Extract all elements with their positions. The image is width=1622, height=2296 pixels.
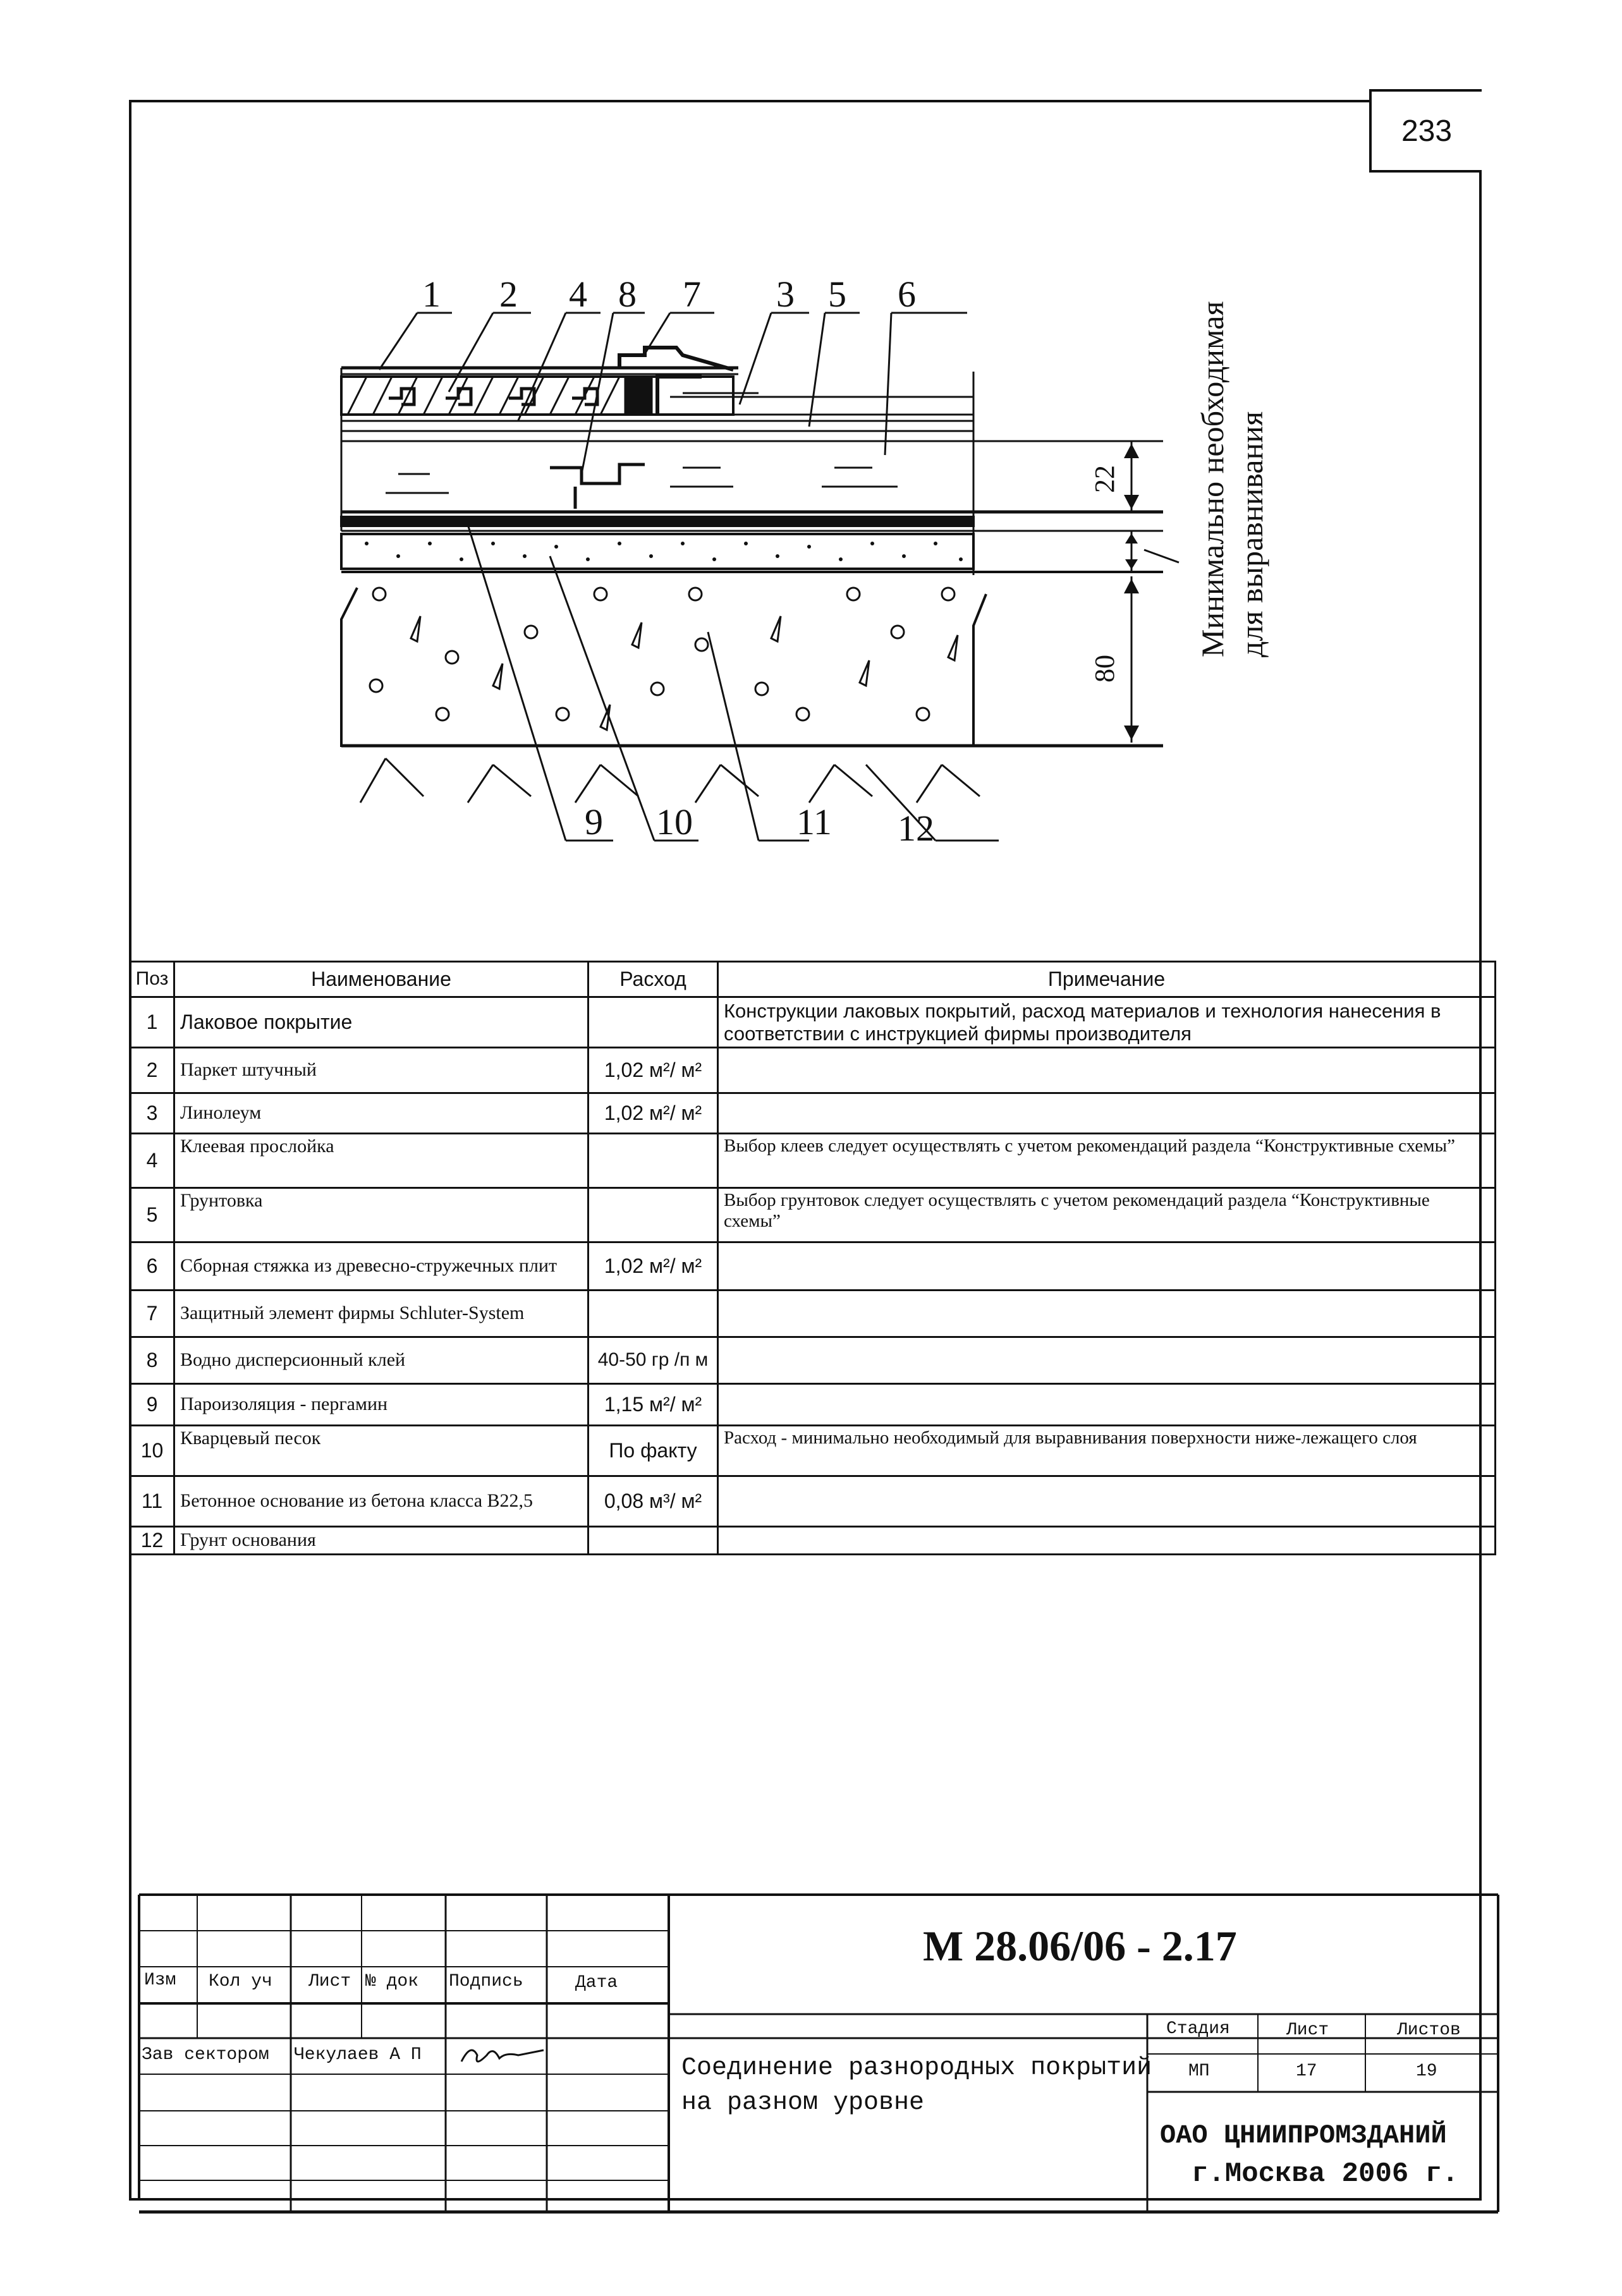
table-row: 12 Грунт основания — [130, 1527, 1496, 1555]
callout-10: 10 — [656, 801, 693, 842]
col-izm: Изм — [144, 1971, 176, 1990]
table-row: 1 Лаковое покрытие Конструкции лаковых покрытий, расход материалов и технология нанесения в соответствии с инструкцией фирмы производителя — [130, 997, 1496, 1048]
document-code: М 28.06/06 - 2.17 — [923, 1922, 1237, 1970]
organization-city-year: г.Москва 2006 г. — [1192, 2158, 1459, 2190]
drawing-title-line1: Соединение разнородных покрытий — [681, 2054, 1152, 2082]
table-row: 3 Линолеум 1,02 м²/ м² — [130, 1093, 1496, 1134]
page-number: 233 — [1369, 89, 1482, 173]
table-row: 10 Кварцевый песок По факту Расход - минимально необходимый для выравнивания поверхности ниже-лежащего слоя — [130, 1426, 1496, 1476]
role: Зав сектором — [142, 2045, 269, 2065]
sheets-value: 19 — [1416, 2062, 1437, 2081]
table-row: 9 Пароизоляция - пергамин 1,15 м²/ м² — [130, 1384, 1496, 1426]
dimension-80: 80 — [1089, 655, 1120, 683]
callout-11: 11 — [796, 801, 832, 842]
callout-3: 3 — [776, 274, 795, 315]
signature — [461, 2050, 544, 2062]
sheets-label: Листов — [1397, 2020, 1461, 2040]
table-row: 8 Водно дисперсионный клей 40-50 гр /п м — [130, 1337, 1496, 1384]
col-list: Лист — [308, 1972, 351, 1991]
header-rate: Расход — [588, 962, 718, 997]
callout-1: 1 — [422, 274, 441, 315]
callout-7: 7 — [683, 274, 701, 315]
stage-value: МП — [1188, 2062, 1210, 2081]
sheet-label: Лист — [1286, 2020, 1329, 2040]
table-row: 11 Бетонное основание из бетона класса В22,5 0,08 м³/ м² — [130, 1476, 1496, 1527]
table-row: 6 Сборная стяжка из древесно-стружечных плит 1,02 м²/ м² — [130, 1242, 1496, 1291]
callout-9: 9 — [585, 801, 603, 842]
table-row: 2 Паркет штучный 1,02 м²/ м² — [130, 1048, 1496, 1093]
table-row: 4 Клеевая прослойка Выбор клеев следует осуществлять с учетом рекомендаций раздела “Конструктивные схемы” — [130, 1134, 1496, 1188]
col-kolich: Кол уч — [209, 1972, 272, 1991]
sheet-value: 17 — [1296, 2062, 1317, 2081]
person: Чекулаев А П — [294, 2045, 422, 2065]
table-row: 5 Грунтовка Выбор грунтовок следует осуществлять с учетом рекомендаций раздела “Конструктивные схемы” — [130, 1188, 1496, 1242]
callout-12: 12 — [898, 808, 934, 849]
table-row: 7 Защитный элемент фирмы Schluter-System — [130, 1291, 1496, 1337]
col-doc: № док — [365, 1972, 419, 1991]
side-note-line2: для выравнивания — [1234, 411, 1269, 657]
callout-8: 8 — [618, 274, 637, 315]
callout-4: 4 — [569, 274, 587, 315]
side-note-line1: Минимально необходимая — [1195, 301, 1230, 657]
dimension-22: 22 — [1089, 465, 1120, 493]
callout-2: 2 — [499, 274, 518, 315]
drawing-title-line2: на разном уровне — [681, 2089, 925, 2117]
col-date: Дата — [575, 1973, 618, 1993]
header-name: Наименование — [174, 962, 588, 997]
header-pos: Поз — [130, 962, 174, 997]
header-note: Примечание — [718, 962, 1496, 997]
callout-6: 6 — [898, 274, 916, 315]
organization: ОАО ЦНИИПРОМЗДАНИЙ — [1160, 2120, 1447, 2151]
callout-5: 5 — [828, 274, 846, 315]
stage-label: Стадия — [1166, 2019, 1230, 2039]
col-sign: Подпись — [449, 1972, 523, 1991]
